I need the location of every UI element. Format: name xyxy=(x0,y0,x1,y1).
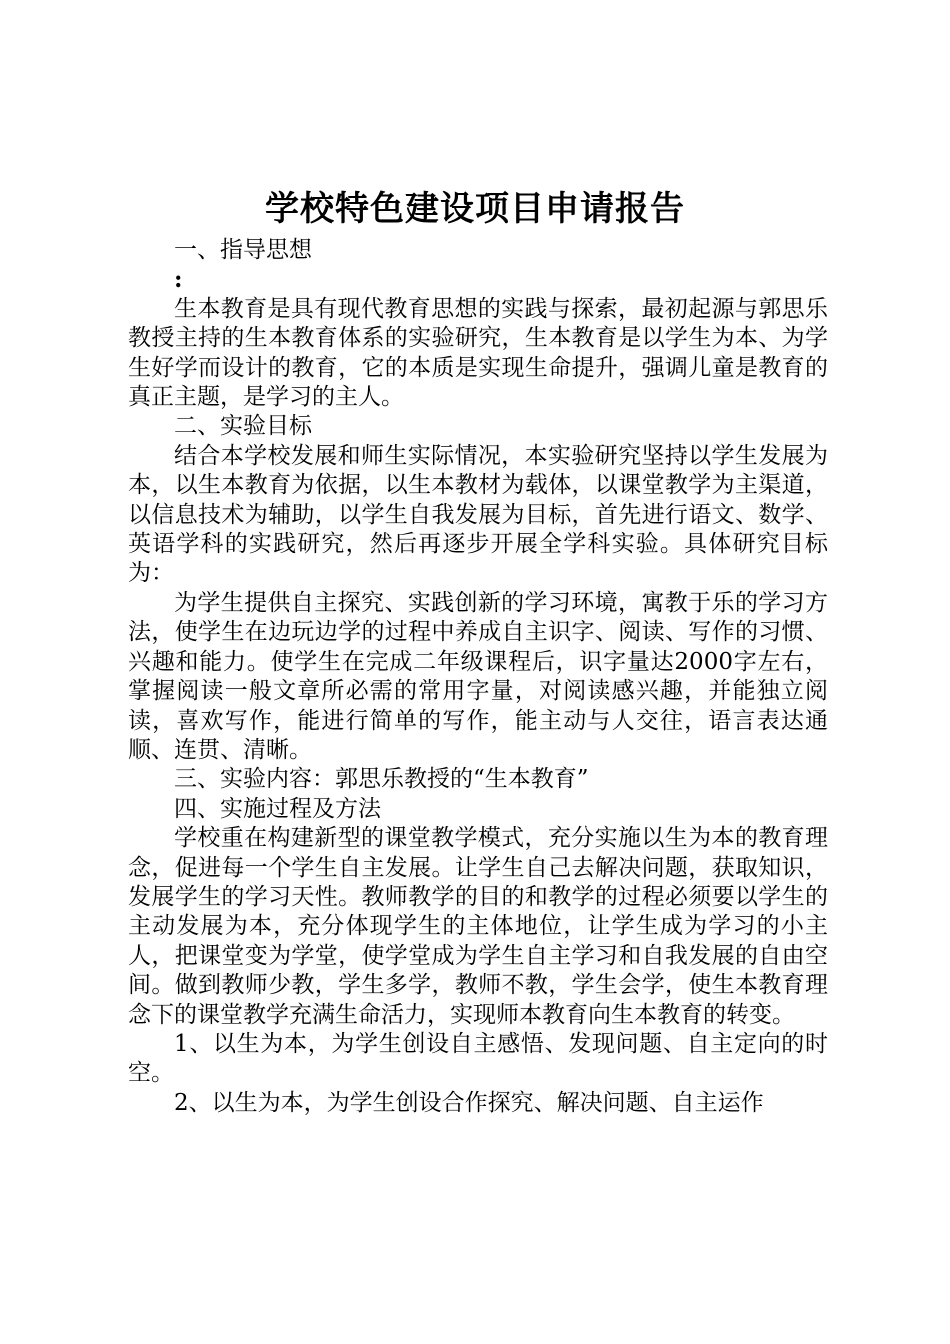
document-body xyxy=(128,236,828,1118)
paragraph: 结合本学校发展和师生实际情况，本实验研究坚持以学生发展为本，以生本教育为依据，以生本教材为载体，以课堂教学为主渠道，以信息技术为辅助，以学生自我发展为目标，首先进行语文、数学、英语学科的实践研究，然后再逐步开展全学科实验。具体研究目标为： xyxy=(128,442,828,587)
list-item: 1、以生为本，为学生创设自主感悟、发现问题、自主定向的时空。 xyxy=(128,1030,828,1087)
stray-colon: : xyxy=(174,266,183,294)
section-heading-experiment-content: 三、实验内容：郭思乐教授的“生本教育” xyxy=(174,766,589,793)
document-title: 学校特色建设项目申请报告 xyxy=(265,189,685,229)
paragraph: 为学生提供自主探究、实践创新的学习环境，寓教于乐的学习方法，使学生在边玩边学的过程中养成自主识字、阅读、写作的习惯、兴趣和能力。使学生在完成二年级课程后，识字量达2000字左右，掌握阅读一般文章所必需的常用字量，对阅读感兴趣，并能独立阅读，喜欢写作，能进行简单的写作，能主动与人交往，语言表达通顺、连贯、清晰。 xyxy=(128,589,828,763)
list-item: 2、以生为本，为学生创设合作探究、解决问题、自主运作 xyxy=(174,1089,764,1116)
paragraph: 学校重在构建新型的课堂教学模式，充分实施以生为本的教育理念，促进每一个学生自主发展。让学生自己去解决问题，获取知识，发展学生的学习天性。教师教学的目的和教学的过程必须要以学生的主动发展为本，充分体现学生的主体地位，让学生成为学习的小主人，把课堂变为学堂，使学堂成为学生自主学习和自我发展的自由空间。做到教师少教，学生多学，教师不教，学生会学，使生本教育理念下的课堂教学充满生命活力，实现师本教育向生本教育的转变。 xyxy=(128,825,828,1028)
section-heading-implementation: 四、实施过程及方法 xyxy=(174,795,381,822)
paragraph: 生本教育是具有现代教育思想的实践与探索，最初起源与郭思乐教授主持的生本教育体系的实验研究，生本教育是以学生为本、为学生好学而设计的教育，它的本质是实现生命提升，强调儿童是教育的真正主题，是学习的主人。 xyxy=(128,295,828,411)
section-heading-experiment-goals: 二、实验目标 xyxy=(174,413,312,440)
section-heading-guiding-ideology: 一、指导思想 xyxy=(174,237,312,263)
